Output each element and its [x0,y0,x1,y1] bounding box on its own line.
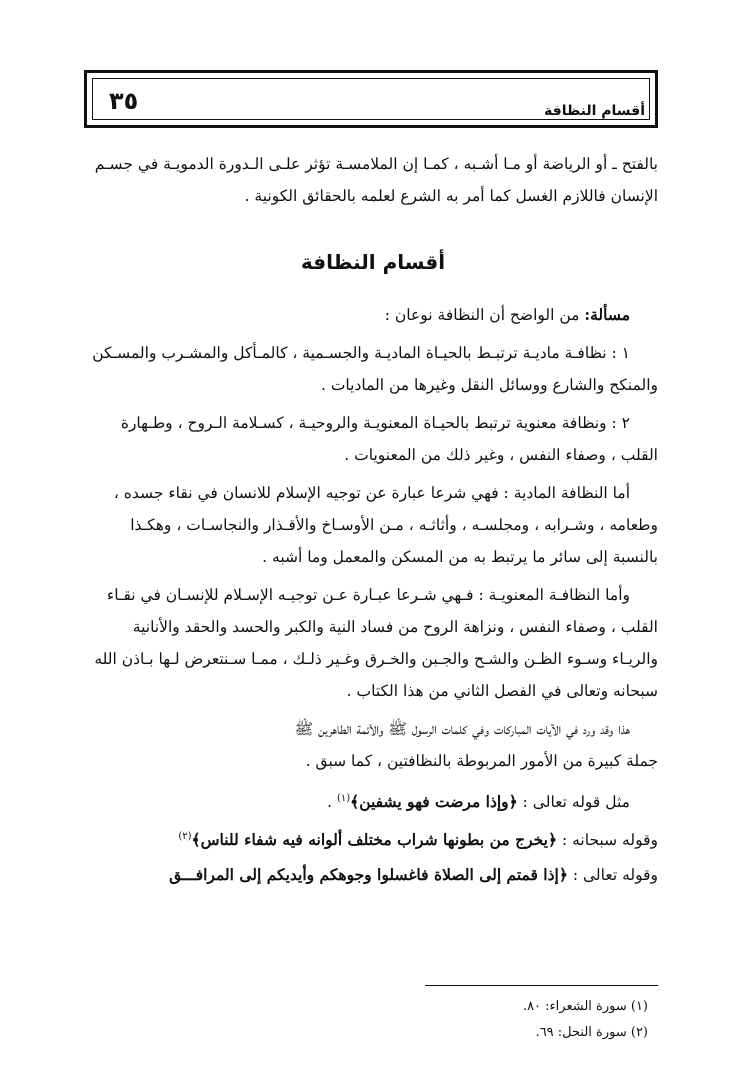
verse-end: . [327,793,337,812]
text-line: بالنسبة إلى سائر ما يرتبط به من المسكن والمعمل وما أشبه . [262,548,658,566]
spiritual-cleanliness-paragraph [88,579,658,707]
verse-prefix: وقوله تعالى : [567,866,658,884]
footnotes [348,994,648,1046]
verse-three [88,859,658,891]
verse-prefix: وقوله سبحانه : [557,831,658,850]
text-line: أما النظافة المادية : فهي شرعا عبارة عن توجيه الإسلام للانسان في نقاء جسده ، [113,484,630,502]
quran-verse: ﴿يخرج من بطونها شراب مختلف ألوانه فيه شفاء للناس﴾ [191,830,558,850]
masala-text: من الواضح أن النظافة نوعان : [384,306,585,324]
type-two-paragraph [88,407,658,471]
text-line: سبحانه وتعالى في الفصل الثاني من هذا الكتاب . [346,682,658,700]
running-head: أقسام النظافة [544,103,645,119]
page-text [88,148,658,897]
text-line [88,821,658,853]
masala-label: مسألة: [584,305,630,324]
footnote-divider [425,985,658,986]
text-line: جملة كبيرة من الأمور المربوطة بالنظافتين ، كما سبق . [305,752,658,770]
verse-two [88,821,658,853]
quran-verse: ﴿إذا قمتم إلى الصلاة فاغسلوا وجوهكم وأيديكم إلى المرافـــق [169,865,568,884]
text-line: القلب ، وصفاء النفس ، ونزاهة الروح من فساد النية والكبر والحسد والحقد والأنانية [132,618,658,636]
verse-one [88,783,658,815]
page-number: ٣٥ [109,87,139,115]
text-line: ١ : نظافـة ماديـة ترتبـط بالحيـاة الماديـة والجسـمية ، كالمـأكل والمشـرب والمسـكن [92,344,630,362]
masala-paragraph [88,299,658,331]
material-cleanliness-paragraph [88,477,658,573]
text-line: وطعامه ، وشـرابه ، ومجلسـه ، وأثاثـه ، مـن الأوسـاخ والأقـذار والنجاسـات ، وهكـذا [130,516,658,534]
text-line: القلب ، وصفاء النفس ، وغير ذلك من المعنويات . [344,446,658,464]
text-line: وأما النظافـة المعنويـة : فـهي شـرعا عبـارة عـن توجيـه الإسـلام للإنسـان في نقـاء [106,586,630,604]
text-line: الإنسان فاللازم الغسل كما أمر به الشرع لعلمه بالحقائق الكونية . [244,187,658,205]
verses-intro-paragraph [88,713,658,777]
page-header-frame [84,70,658,128]
text-line [88,299,658,331]
section-heading: أقسام النظافة [300,250,446,274]
footnote: (١) سورة الشعراء: ٨٠. [522,999,648,1014]
text-line: هذا وقد ورد في الآيات المباركات وفي كلمات الرسول ﷺ والأئمة الطاهرين ﷺ [294,720,630,738]
footnote-ref: (١) [336,793,351,804]
text-line: والمنكح والشارع ووسائل النقل وغيرها من الماديات . [320,376,658,394]
footnote-ref: (٢) [178,831,192,842]
quran-verse: ﴿وإذا مرضت فهو يشفين﴾ [350,792,518,812]
footnote: (٢) سورة النحل: ٦٩. [535,1025,648,1040]
text-line [88,783,658,815]
type-one-paragraph [88,337,658,401]
text-line [88,859,658,891]
text-line: ٢ : ونظافة معنوية ترتبط بالحيـاة المعنويـة والروحيـة ، كسـلامة الـروح ، وطـهارة [120,414,630,432]
verse-prefix: مثل قوله تعالى : [517,793,630,812]
intro-paragraph [88,148,658,212]
text-line: بالفتح ـ أو الرياضة أو مـا أشـبه ، كمـا إن الملامسـة تؤثر علـى الـدورة الدمويـة في جسـم [94,155,658,173]
text-line: والريـاء وسـوء الظـن والشـح والجـبن والخـرق وغـير ذلـك ، ممـا سـنتعرض لـها بـاذن الله [94,650,658,668]
